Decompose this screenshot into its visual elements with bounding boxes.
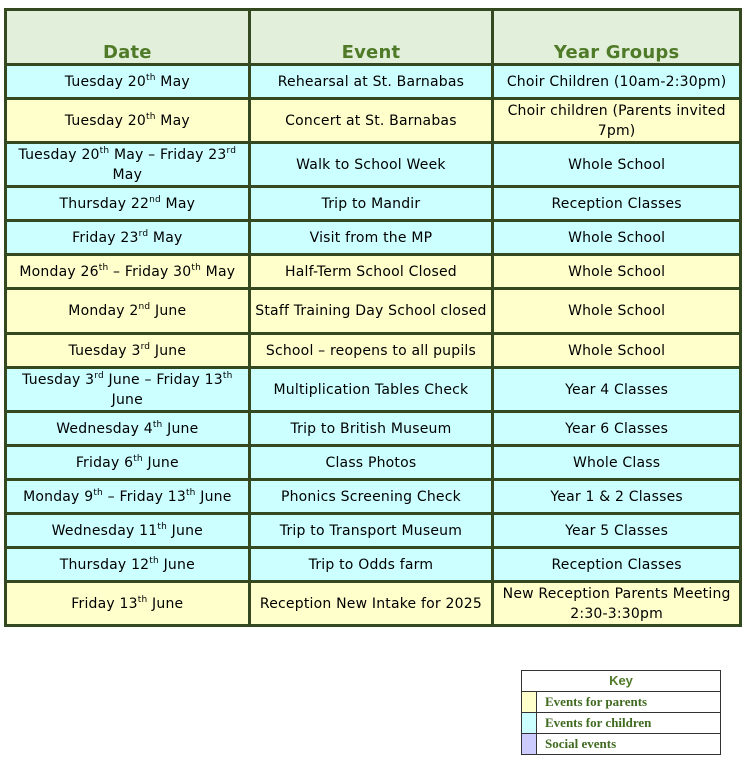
- event-cell: Multiplication Tables Check: [249, 368, 493, 412]
- year-groups-cell: Whole School: [493, 221, 741, 255]
- date-text: June: [150, 303, 187, 319]
- key-item-label: Events for parents: [545, 694, 648, 709]
- date-cell: [6, 514, 250, 548]
- date-ordinal-suffix: th: [185, 487, 196, 498]
- table-row: [6, 289, 741, 334]
- date-ordinal-suffix: nd: [149, 194, 161, 205]
- date-cell: [6, 480, 250, 514]
- table-row: [6, 412, 741, 446]
- event-cell: Half-Term School Closed: [249, 255, 493, 289]
- date-ordinal-suffix: th: [137, 594, 148, 605]
- date-ordinal-suffix: th: [152, 419, 163, 430]
- year-groups-cell: Whole Class: [493, 446, 741, 480]
- date-text: June: [150, 342, 187, 359]
- key-item: [522, 734, 720, 754]
- date-cell: [6, 582, 250, 626]
- date-ordinal-suffix: rd: [140, 341, 151, 352]
- year-groups-column-header: Year Groups: [493, 10, 741, 65]
- date-cell: [6, 221, 250, 255]
- events-table: [4, 8, 742, 627]
- table-row: [6, 514, 741, 548]
- date-ordinal-suffix: th: [149, 555, 159, 566]
- date-ordinal-suffix: th: [191, 262, 202, 273]
- table-row: [6, 334, 741, 368]
- date-text: Friday 13: [71, 595, 138, 612]
- key-item-label: Events for children: [545, 715, 652, 730]
- date-text: Tuesday 20: [64, 73, 146, 90]
- date-ordinal-suffix: th: [146, 111, 156, 122]
- event-column-header: Event: [249, 10, 493, 65]
- table-row: [6, 548, 741, 582]
- year-groups-cell: Whole School: [493, 334, 741, 368]
- date-text: Friday 6: [75, 454, 134, 471]
- date-cell: [6, 143, 250, 187]
- year-groups-cell: Year 4 Classes: [493, 368, 741, 412]
- date-text: May: [112, 166, 143, 183]
- year-groups-cell: New Reception Parents Meeting 2:30-3:30pm: [493, 582, 741, 626]
- date-ordinal-suffix: th: [99, 145, 110, 156]
- key-color-swatch: [522, 692, 537, 712]
- event-cell: Trip to Transport Museum: [249, 514, 493, 548]
- date-ordinal-suffix: th: [157, 521, 168, 532]
- date-text: May: [201, 263, 236, 280]
- date-text: Wednesday 11: [51, 522, 158, 539]
- date-text: Tuesday 20: [18, 146, 100, 163]
- date-ordinal-suffix: rd: [138, 228, 149, 239]
- table-row: [6, 99, 741, 143]
- event-cell: Visit from the MP: [249, 221, 493, 255]
- date-text: Friday 23: [72, 229, 139, 246]
- date-text: June: [142, 454, 179, 471]
- date-cell: [6, 412, 250, 446]
- date-ordinal-suffix: th: [133, 453, 143, 464]
- date-text: Wednesday 4: [56, 420, 153, 437]
- event-cell: Trip to Mandir: [249, 187, 493, 221]
- date-cell: [6, 187, 250, 221]
- date-text: Thursday 12: [59, 556, 150, 573]
- header-row: [6, 10, 741, 65]
- event-cell: Trip to British Museum: [249, 412, 493, 446]
- date-text: May – Friday 23: [109, 146, 227, 163]
- date-text: Tuesday 20: [64, 112, 146, 129]
- event-cell: Phonics Screening Check: [249, 480, 493, 514]
- event-cell: Staff Training Day School closed: [249, 289, 493, 334]
- year-groups-cell: Whole School: [493, 289, 741, 334]
- date-text: June: [162, 420, 199, 437]
- date-cell: [6, 446, 250, 480]
- date-text: Tuesday 3: [68, 342, 141, 359]
- date-text: June: [158, 556, 195, 573]
- event-cell: Class Photos: [249, 446, 493, 480]
- date-text: May: [155, 73, 190, 90]
- event-cell: Rehearsal at St. Barnabas: [249, 65, 493, 99]
- table-row: [6, 221, 741, 255]
- date-text: June: [167, 522, 203, 539]
- date-cell: [6, 289, 250, 334]
- key-item-label: Social events: [545, 736, 617, 751]
- date-text: – Friday 13: [102, 488, 186, 505]
- date-text: Thursday 22: [59, 195, 150, 212]
- date-text: Tuesday 3: [22, 371, 95, 388]
- year-groups-cell: Choir Children (10am-2:30pm): [493, 65, 741, 99]
- date-ordinal-suffix: th: [98, 262, 109, 273]
- table-row: [6, 368, 741, 412]
- table-row: [6, 582, 741, 626]
- table-row: [6, 143, 741, 187]
- events-calendar: [4, 8, 742, 627]
- key-item: [522, 713, 720, 734]
- date-ordinal-suffix: rd: [94, 370, 104, 381]
- event-cell: Walk to School Week: [249, 143, 493, 187]
- key-item: [522, 692, 720, 713]
- key-color-swatch: [522, 713, 537, 733]
- event-cell: School – reopens to all pupils: [249, 334, 493, 368]
- date-text: May: [155, 112, 190, 129]
- key-legend: [521, 670, 721, 755]
- year-groups-cell: Reception Classes: [493, 187, 741, 221]
- date-cell: [6, 65, 250, 99]
- year-groups-cell: Year 1 & 2 Classes: [493, 480, 741, 514]
- table-row: [6, 187, 741, 221]
- date-text: June – Friday 13: [103, 371, 223, 388]
- event-cell: Reception New Intake for 2025: [249, 582, 493, 626]
- date-text: Monday 9: [23, 488, 94, 505]
- year-groups-cell: Year 5 Classes: [493, 514, 741, 548]
- year-groups-cell: Whole School: [493, 143, 741, 187]
- date-text: May: [160, 195, 196, 212]
- date-ordinal-suffix: rd: [226, 145, 237, 156]
- event-cell: Trip to Odds farm: [249, 548, 493, 582]
- event-cell: Concert at St. Barnabas: [249, 99, 493, 143]
- date-cell: [6, 99, 250, 143]
- table-row: [6, 480, 741, 514]
- date-ordinal-suffix: th: [146, 72, 156, 83]
- table-row: [6, 446, 741, 480]
- date-cell: [6, 548, 250, 582]
- date-ordinal-suffix: th: [222, 370, 233, 381]
- date-text: Monday 2: [68, 303, 139, 319]
- year-groups-cell: Whole School: [493, 255, 741, 289]
- date-text: June: [111, 391, 143, 408]
- date-text: June: [195, 488, 232, 505]
- year-groups-cell: Reception Classes: [493, 548, 741, 582]
- date-cell: [6, 334, 250, 368]
- date-text: – Friday 30: [108, 263, 192, 280]
- date-ordinal-suffix: th: [93, 487, 103, 498]
- date-column-header: Date: [6, 10, 250, 65]
- year-groups-cell: Choir children (Parents invited 7pm): [493, 99, 741, 143]
- date-cell: [6, 368, 250, 412]
- key-color-swatch: [522, 734, 537, 754]
- date-text: May: [148, 229, 183, 246]
- year-groups-cell: Year 6 Classes: [493, 412, 741, 446]
- table-row: [6, 255, 741, 289]
- date-text: June: [147, 595, 184, 612]
- date-text: Monday 26: [19, 263, 99, 280]
- table-row: [6, 65, 741, 99]
- date-cell: [6, 255, 250, 289]
- date-ordinal-suffix: nd: [138, 302, 151, 312]
- key-title: Key: [522, 671, 720, 692]
